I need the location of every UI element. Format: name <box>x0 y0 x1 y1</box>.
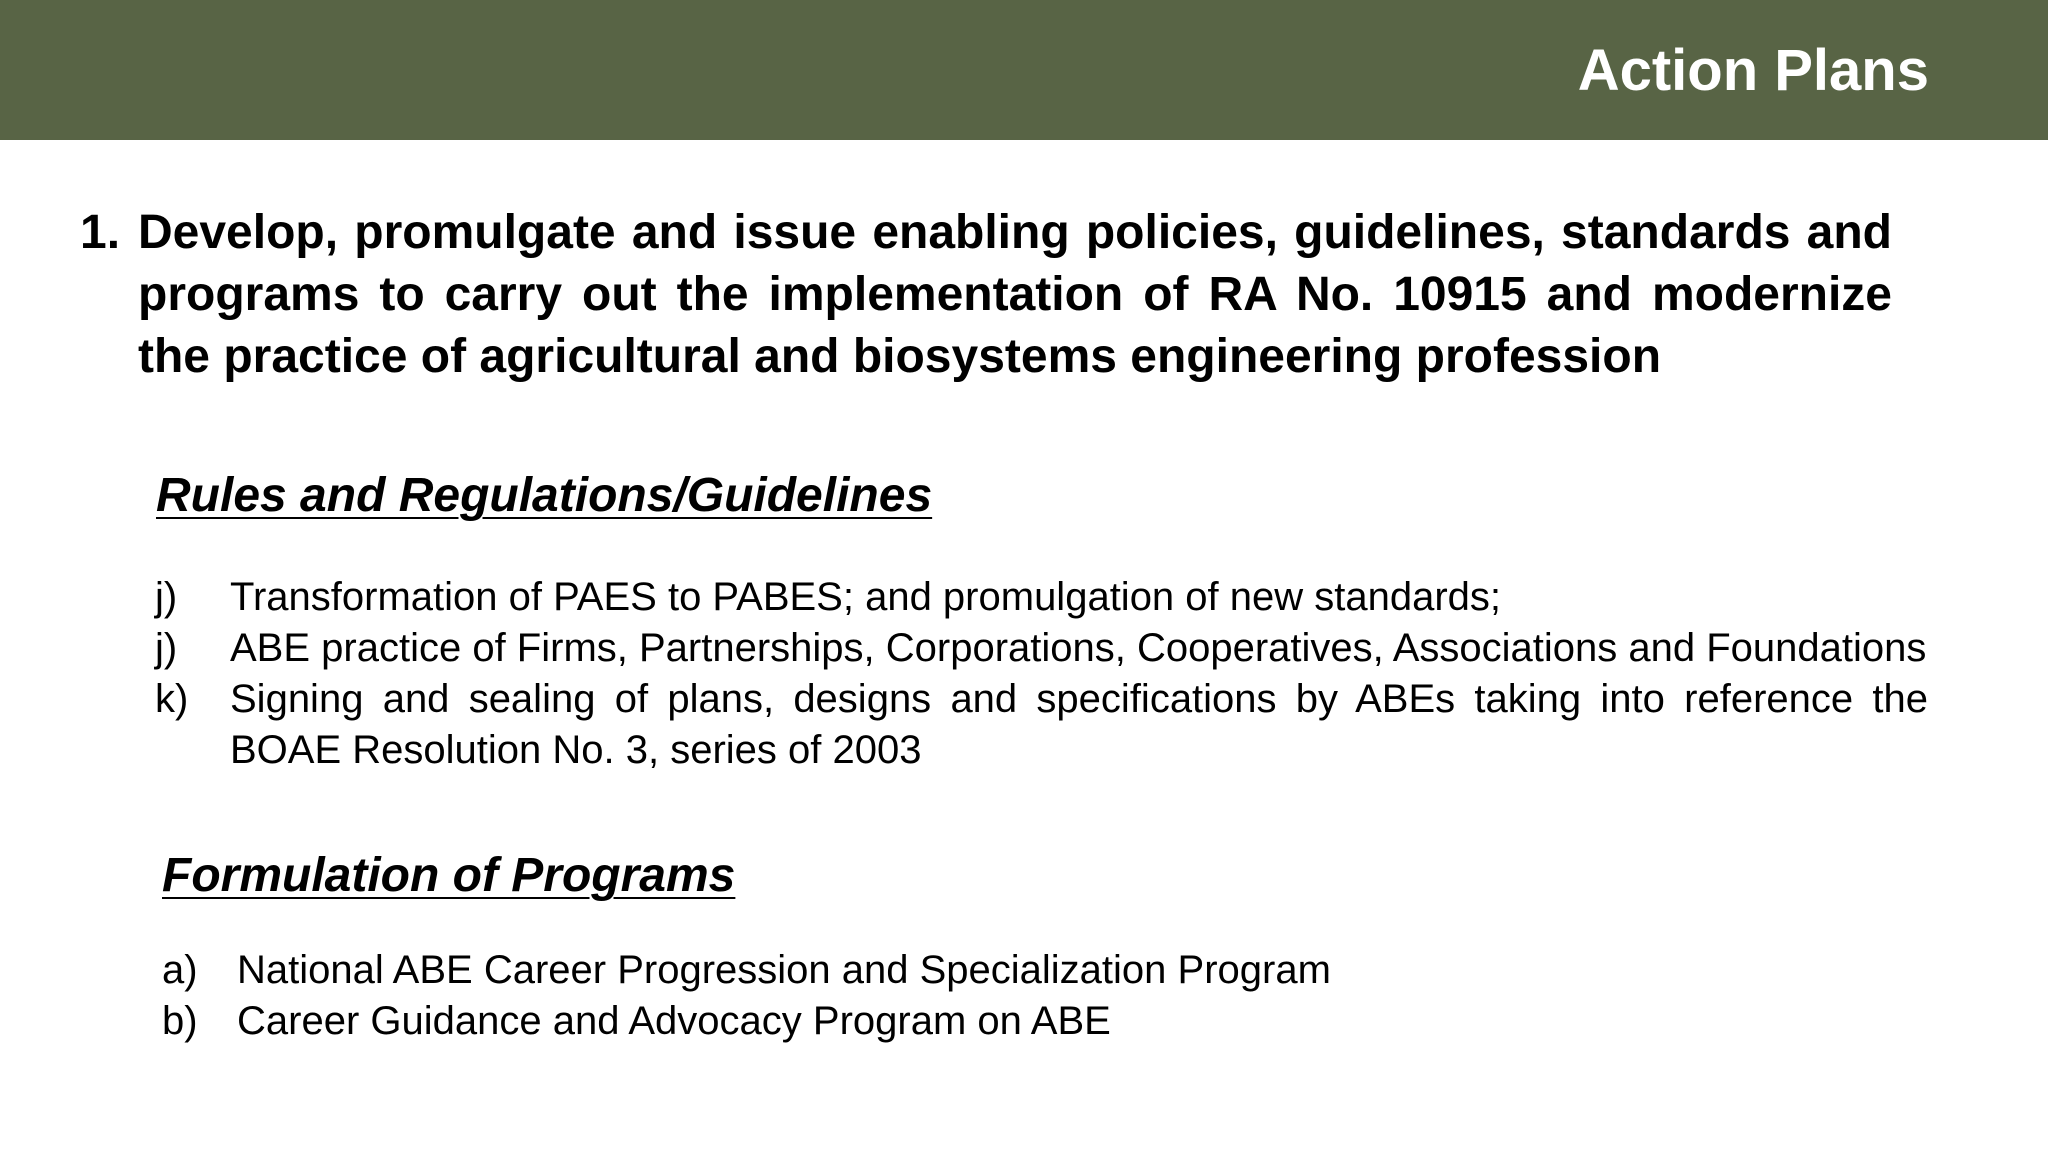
list-item <box>155 674 1928 776</box>
list-item-text: Transformation of PAES to PABES; and promulgation of new standards; <box>230 575 1502 619</box>
list-item <box>155 623 1928 674</box>
list-item <box>162 996 1762 1047</box>
list-item-text: National ABE Career Progression and Specialization Program <box>237 948 1331 992</box>
list-item-text: ABE practice of Firms, Partnerships, Corporations, Cooperatives, Associations and Foundations <box>230 626 1927 670</box>
list-item-marker: j) <box>155 626 178 670</box>
main-list-item <box>80 202 1892 388</box>
header-bar <box>0 0 2048 140</box>
list-item <box>162 945 1762 996</box>
programs-list <box>162 945 1762 1047</box>
list-item-marker: b) <box>162 999 198 1043</box>
list-item-marker: k) <box>155 677 189 721</box>
main-item-text: Develop, promulgate and issue enabling policies, guidelines, standards and programs to carry out the implementation of RA No. 10915 and modernize the practice of agricultural and biosystems engineering profession <box>138 206 1892 383</box>
programs-section-heading: Formulation of Programs <box>162 849 736 902</box>
list-item-text: Signing and sealing of plans, designs and specifications by ABEs taking into reference the BOAE Resolution No. 3, series of 2003 <box>230 677 1928 772</box>
list-item <box>155 572 1928 623</box>
main-item-number: 1. <box>80 206 121 259</box>
rules-list <box>155 572 1928 776</box>
list-item-marker: a) <box>162 948 198 992</box>
slide-title: Action Plans <box>1577 38 1929 103</box>
rules-section-heading: Rules and Regulations/Guidelines <box>156 469 933 522</box>
list-item-marker: j) <box>155 575 178 619</box>
list-item-text: Career Guidance and Advocacy Program on ABE <box>237 999 1111 1043</box>
